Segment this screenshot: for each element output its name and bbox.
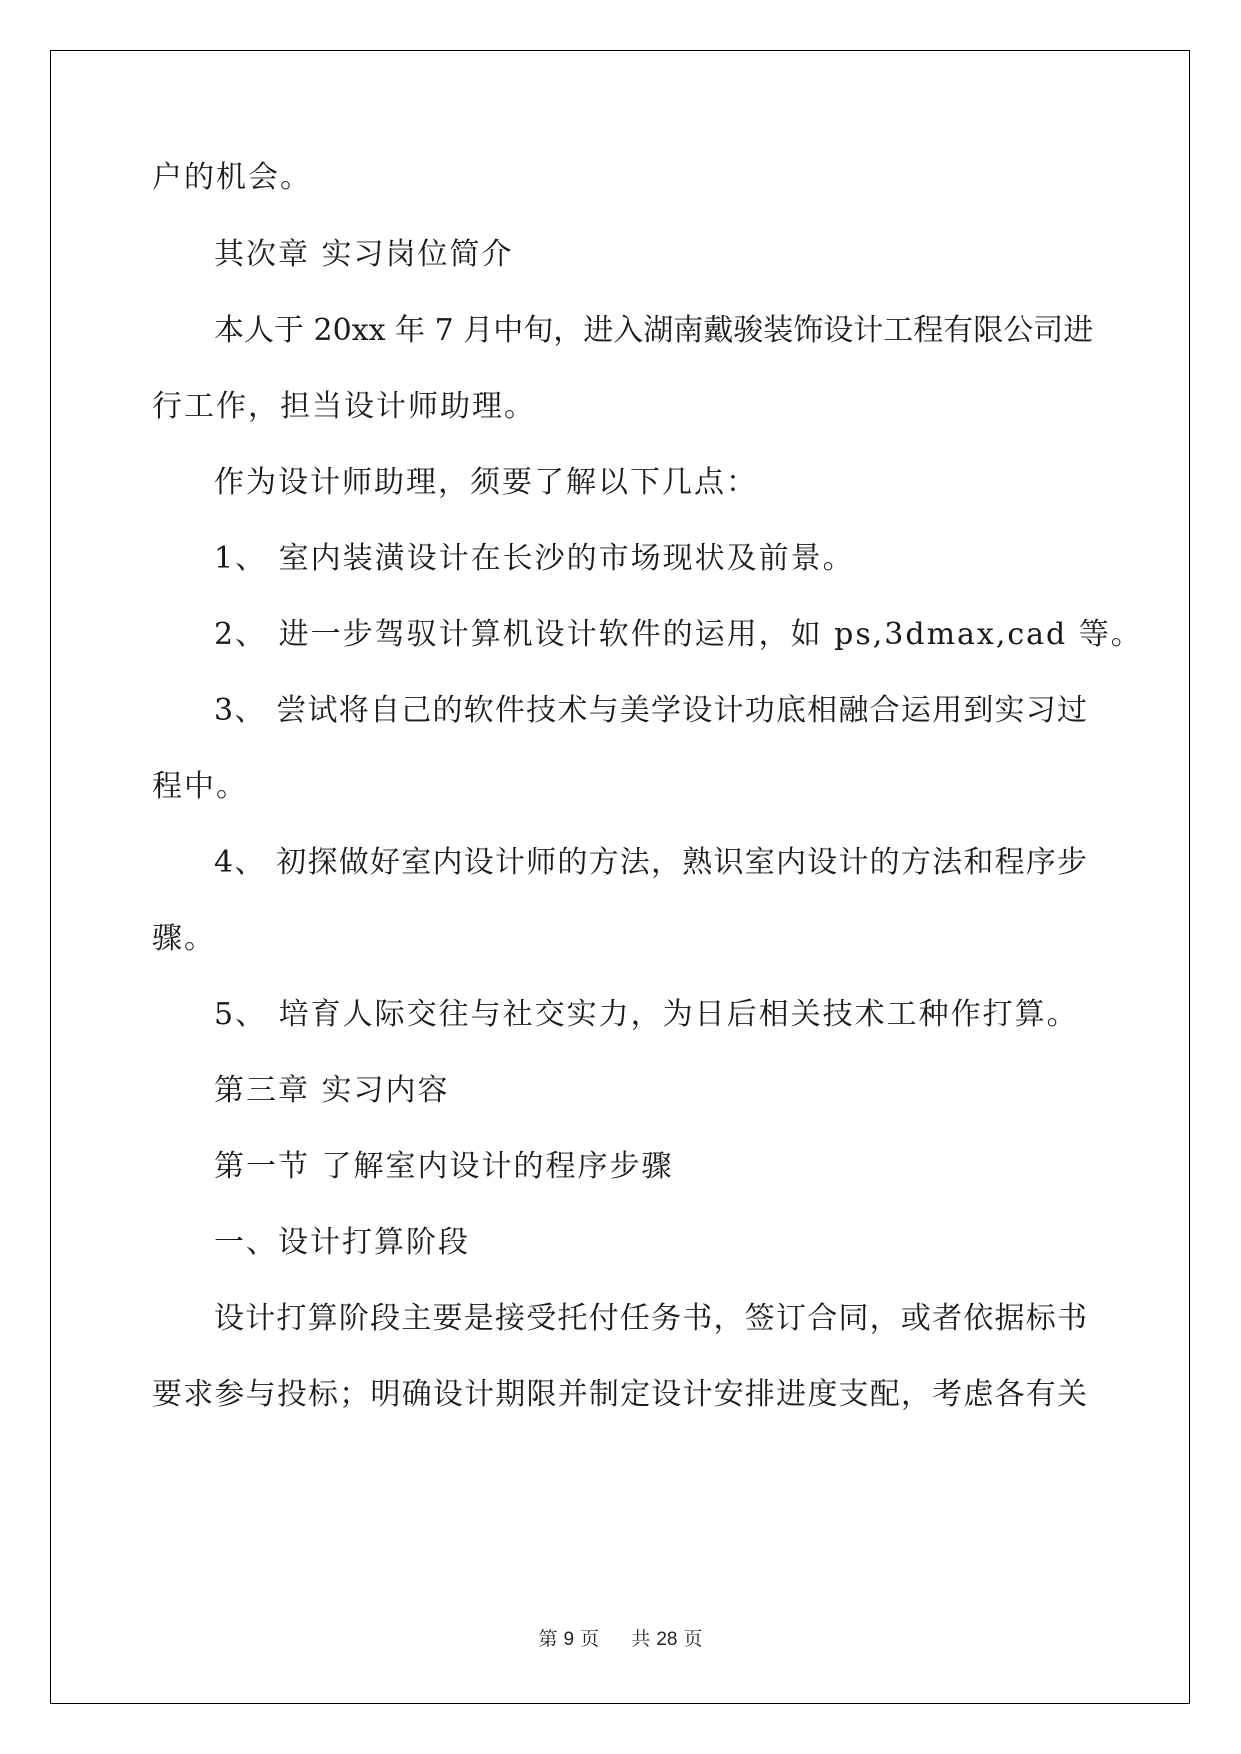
page-number: 9 — [563, 1629, 575, 1650]
text-line: 户的机会。 — [152, 160, 312, 195]
total-suffix: 页 — [683, 1628, 703, 1650]
list-item: 2、 进一步驾驭计算机设计软件的运用，如 ps,3dmax,cad 等。 — [214, 617, 1143, 652]
text-line: 要求参与投标；明确设计期限并制定设计安排进度支配，考虑各有关 — [152, 1377, 1087, 1412]
text-line: 行工作，担当设计师助理。 — [152, 389, 536, 424]
page-suffix: 页 — [580, 1628, 600, 1650]
text-line: 作为设计师助理，须要了解以下几点： — [214, 465, 758, 500]
section-heading: 一、设计打算阶段 — [214, 1225, 470, 1260]
section-heading: 第三章 实习内容 — [214, 1073, 450, 1108]
text-line: 本人于 20xx 年 7 月中旬，进入湖南戴骏装饰设计工程有限公司进 — [214, 313, 1094, 348]
list-item: 5、 培育人际交往与社交实力，为日后相关技术工种作打算。 — [214, 997, 1079, 1032]
total-pages: 28 — [656, 1629, 678, 1650]
list-item: 3、 尝试将自己的软件技术与美学设计功底相融合运用到实习过 — [214, 693, 1087, 728]
text-line: 设计打算阶段主要是接受托付任务书，签订合同，或者依据标书 — [214, 1301, 1087, 1336]
text-line: 程中。 — [152, 769, 248, 804]
page-prefix: 第 — [538, 1628, 558, 1650]
total-prefix: 共 — [631, 1628, 651, 1650]
section-heading: 第一节 了解室内设计的程序步骤 — [214, 1149, 674, 1184]
page-footer — [0, 1627, 1241, 1652]
text-line: 骤。 — [152, 921, 216, 956]
list-item: 1、 室内装潢设计在长沙的市场现状及前景。 — [214, 541, 855, 576]
section-heading: 其次章 实习岗位简介 — [214, 237, 514, 272]
list-item: 4、 初探做好室内设计师的方法，熟识室内设计的方法和程序步 — [214, 845, 1087, 880]
